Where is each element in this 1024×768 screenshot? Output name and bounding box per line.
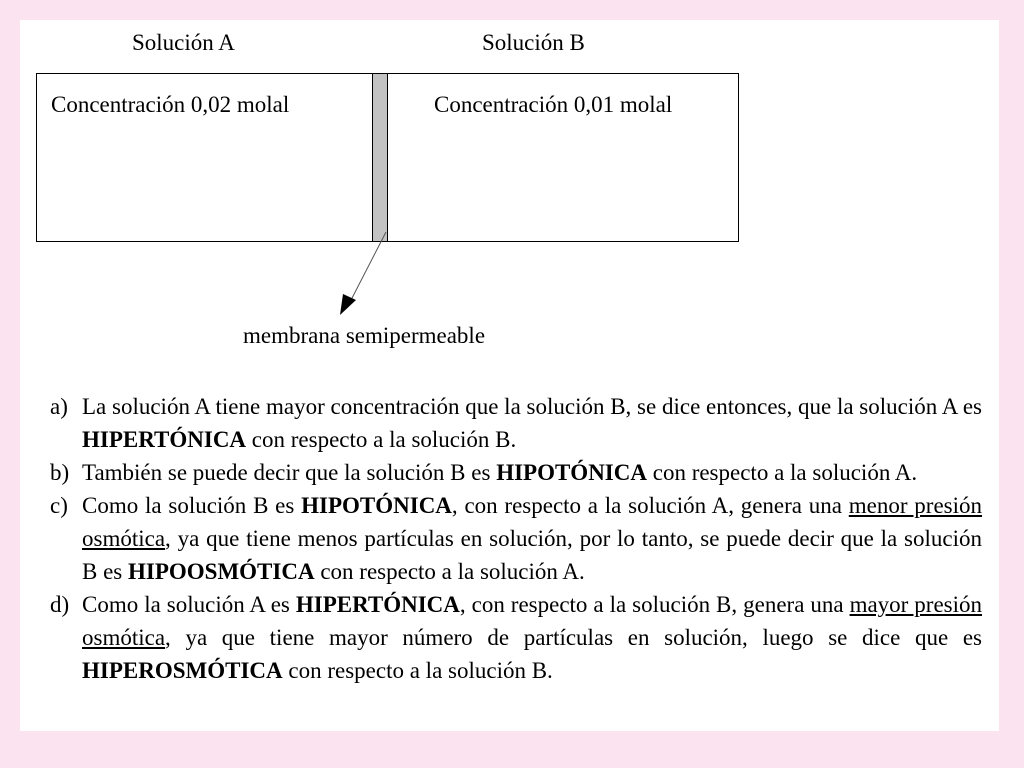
item-text: , ya que tiene mayor número de partículas en solución, luego se dice que es: [165, 625, 982, 650]
term-underlined: mayor presión osmótica: [82, 592, 982, 650]
item-text: También se puede decir que la solución B es: [82, 460, 497, 485]
term-bold: HIPOTÓNICA: [496, 460, 647, 485]
item-text: La solución A tiene mayor concentración que la solución B, se dice entonces, que la solución A es: [82, 394, 982, 419]
list-item-d: [50, 588, 982, 687]
solution-b-box: [387, 73, 739, 242]
term-underlined: menor presión osmótica: [82, 493, 983, 551]
item-text: Como la solución B es: [82, 493, 302, 518]
term-bold: HIPOTÓNICA: [301, 493, 452, 518]
solution-a-concentration: Concentración 0,02 molal: [51, 92, 290, 117]
item-text: con respecto a la solución A.: [314, 559, 585, 584]
arrow-head: [340, 294, 356, 315]
membrane: [372, 73, 388, 242]
solution-a-box: [36, 73, 373, 242]
list-item-c: [50, 489, 982, 588]
arrow-line: [350, 232, 386, 302]
membrane-label: membrana semipermeable: [243, 323, 486, 348]
item-text: , con respecto a la solución B, genera una: [459, 592, 850, 617]
membrane-pointer-arrow: [320, 230, 400, 320]
solution-b-label: Solución B: [482, 30, 585, 55]
explanation-list: [50, 390, 982, 687]
list-item-b: [50, 456, 982, 489]
term-bold: HIPOOSMÓTICA: [128, 559, 315, 584]
item-text: con respecto a la solución B.: [282, 658, 553, 683]
term-bold: HIPERTÓNICA: [82, 427, 247, 452]
list-marker: d): [50, 592, 70, 617]
term-bold: HIPEROSMÓTICA: [82, 658, 283, 683]
term-bold: HIPERTÓNICA: [295, 592, 460, 617]
list-item-a: [50, 390, 982, 456]
item-text: con respecto a la solución B.: [246, 427, 517, 452]
solution-a-label: Solución A: [132, 30, 235, 55]
item-text: , ya que tiene menos partículas en solución, por lo tanto, se puede decir que la solución B es: [82, 526, 982, 584]
list-marker: c): [50, 493, 68, 518]
item-text: , con respecto a la solución A, genera una: [451, 493, 849, 518]
solution-b-concentration: Concentración 0,01 molal: [434, 92, 673, 117]
list-marker: b): [50, 460, 70, 485]
item-text: Como la solución A es: [82, 592, 296, 617]
slide: [20, 20, 999, 731]
list-marker: a): [50, 394, 68, 419]
item-text: con respecto a la solución A.: [646, 460, 918, 485]
